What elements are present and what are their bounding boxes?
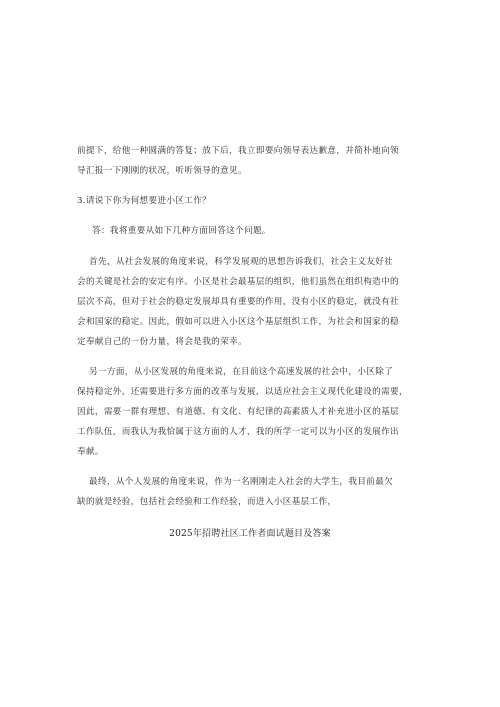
- text-line: 另一方面，从小区发展的角度来说，在目前这个高速发展的社会中，小区除了: [89, 367, 394, 377]
- text-line: 最终，从个人发展的角度来说，作为一名刚刚走入社会的大学生，我目前最欠: [89, 477, 394, 487]
- answer-paragraph-3: [77, 472, 431, 512]
- text-line: 会的关键是社会的安定有序。小区是社会最基层的组织，他们虽然在组织构造中的: [77, 277, 399, 287]
- document-body: [77, 141, 431, 512]
- text-line: 前提下，给他一种圆满的答复；放下后，我立即要向领导表达歉意，并简朴地向领: [77, 146, 399, 156]
- answer-paragraph-2: [77, 362, 431, 462]
- text-line: 会和国家的稳定。因此，假如可以进入小区这个基层组织工作，为社会和国家的稳: [77, 317, 399, 327]
- text-line: 层次不高，但对于社会的稳定发展却具有重要的作用，没有小区的稳定，就没有社: [77, 297, 399, 307]
- continuation-paragraph: [77, 141, 431, 181]
- text-line: 工作队伍，而我认为我恰属于这方面的人才，我的所学一定可以为小区的发展作出: [77, 427, 399, 437]
- text-line: 缺的就是经验，包括社会经验和工作经验，而进入小区基层工作，: [77, 497, 337, 507]
- answer-intro: 答：我将重要从如下几种方面回答这个问题。: [92, 226, 271, 236]
- document-footer-title: 2025年招聘社区工作者面试题目及答案: [169, 529, 331, 539]
- text-line: 首先，从社会发展的角度来说，科学发展观的思想告诉我们，社会主义友好社: [89, 257, 394, 267]
- text-line: 定奉献自己的一份力量，将会是我的荣幸。: [77, 337, 247, 347]
- answer-paragraph-1: [77, 252, 431, 352]
- question-heading: 3.请说下你为何想要进小区工作？: [77, 196, 212, 206]
- text-line: 因此，需要一群有理想、有道德、有文化、有纪律的高素质人才补充进小区的基层: [77, 407, 399, 417]
- text-line: 奉献。: [77, 447, 104, 457]
- text-line: 导汇报一下刚刚的状况，听听领导的意见。: [77, 166, 247, 176]
- text-line: 保持稳定外，还需要进行多方面的改革与发展，以适应社会主义现代化建设的需要，: [77, 387, 408, 397]
